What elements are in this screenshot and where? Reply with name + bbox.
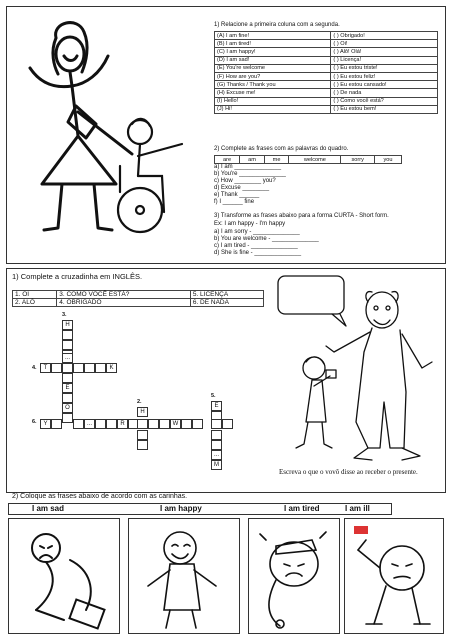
sad-figure: [10, 520, 118, 632]
match-right[interactable]: ( ) Obrigado!: [331, 32, 438, 40]
word-box-item: are: [215, 156, 240, 164]
match-right[interactable]: ( ) De nada: [331, 89, 438, 97]
crossword-cell[interactable]: [62, 373, 73, 383]
feeling-label: I am tired: [284, 504, 320, 513]
crossword-cell[interactable]: O: [62, 403, 73, 413]
match-left: (C) I am happy!: [215, 48, 331, 56]
crossword-cell[interactable]: E: [211, 401, 222, 411]
crossword-cell[interactable]: E: [62, 383, 73, 393]
crossword-cell[interactable]: [51, 363, 62, 373]
crossword-cell[interactable]: [62, 340, 73, 350]
crossword-cell[interactable]: [137, 419, 148, 429]
clue: 5. LICENÇA: [190, 291, 263, 299]
crossword-cell[interactable]: [222, 419, 233, 429]
clue-table: [12, 290, 264, 307]
sec2-title: 2) Complete as frases com as palavras do quadro.: [214, 146, 349, 152]
grandpa-illustration: [272, 272, 444, 472]
crossword-cell[interactable]: [95, 363, 106, 373]
crossword-cell[interactable]: [73, 419, 84, 429]
crossword-cell[interactable]: H: [62, 320, 73, 330]
crossword-cell[interactable]: ...: [62, 353, 73, 363]
match-left: (J) Hi!: [215, 105, 331, 113]
sec2-line[interactable]: e) Thank ______: [214, 192, 260, 198]
crossword-cell[interactable]: M: [211, 460, 222, 470]
clue: 2. ALÔ: [13, 299, 57, 307]
crossword-cell[interactable]: W: [170, 419, 181, 429]
sec2-lines: [214, 164, 286, 206]
crossword-cell[interactable]: [137, 430, 148, 440]
crossword-cell[interactable]: [62, 363, 73, 373]
match-right[interactable]: ( ) Oi!: [331, 40, 438, 48]
sec3-line[interactable]: d) She is fine - ______________: [214, 250, 302, 256]
word-box-item: you: [374, 156, 401, 164]
match-left: (I) Hello!: [215, 97, 331, 105]
crossword-cell[interactable]: [211, 419, 222, 429]
crossword-cell[interactable]: [73, 363, 84, 373]
crossword-cell[interactable]: [84, 363, 95, 373]
crossword-cell[interactable]: [211, 430, 222, 440]
feeling-label: I am ill: [345, 504, 370, 513]
match-right[interactable]: ( ) Licença!: [331, 56, 438, 64]
word-box: [214, 155, 402, 164]
mother-child-illustration: [12, 16, 197, 246]
crossword-cell[interactable]: [51, 419, 62, 429]
crossword-number: 5.: [211, 393, 216, 399]
match-row: [215, 72, 438, 80]
feeling-label: I am sad: [32, 504, 65, 513]
sec2-line[interactable]: d) Excuse ________: [214, 185, 270, 191]
crossword-number: 2.: [137, 399, 142, 405]
match-right[interactable]: ( ) Como você está?: [331, 97, 438, 105]
happy-figure: [130, 520, 238, 632]
sec2-line[interactable]: a) I am ______________: [214, 164, 282, 170]
sec3-line[interactable]: b) You are welcome - ______________: [214, 236, 319, 242]
clue: 3. COMO VOCÊ ESTÁ?: [57, 291, 191, 299]
match-left: (B) I am tired!: [215, 40, 331, 48]
match-row: [215, 81, 438, 89]
crossword-cell[interactable]: [159, 419, 170, 429]
feeling-label: I am happy: [160, 504, 202, 513]
match-left: (E) You're welcome: [215, 64, 331, 72]
match-right[interactable]: ( ) Eu estou feliz!: [331, 72, 438, 80]
crossword-cell[interactable]: ...: [211, 450, 222, 460]
match-row: [215, 56, 438, 64]
match-row: [215, 89, 438, 97]
match-row: [215, 97, 438, 105]
clue: 1. OI: [13, 291, 57, 299]
crossword-cell[interactable]: Y: [40, 419, 51, 429]
crossword-cell[interactable]: ...: [84, 419, 95, 429]
match-row: [215, 40, 438, 48]
match-left: (F) How are you?: [215, 72, 331, 80]
sec3-title: 3) Transforme as frases abaixo para a forma CURTA - Short form.: [214, 213, 389, 219]
sec3-example: Ex: I am happy - I'm happy: [214, 221, 286, 227]
ill-figure: [346, 520, 442, 632]
crossword-cell[interactable]: [95, 419, 106, 429]
crossword-cell[interactable]: [211, 440, 222, 450]
crossword-number: 6.: [32, 419, 37, 425]
speech-bubble: [278, 276, 344, 314]
match-row: [215, 48, 438, 56]
sec2-line[interactable]: b) You're ______________: [214, 171, 286, 177]
word-box-item: me: [264, 156, 289, 164]
clue: 4. OBRIGADO: [57, 299, 191, 307]
match-left: (D) I am sad!: [215, 56, 331, 64]
crossword-number: 4.: [32, 365, 37, 371]
crossword-cell[interactable]: R: [117, 419, 128, 429]
write-prompt: Escreva o que o vovô disse ao receber o presente.: [279, 468, 418, 476]
crossword-cell[interactable]: [62, 330, 73, 340]
clue: 6. DE NADA: [190, 299, 263, 307]
match-row: [215, 32, 438, 40]
match-left: (A) I am fine!: [215, 32, 331, 40]
match-right[interactable]: ( ) Alô! Olá!: [331, 48, 438, 56]
sec2-line[interactable]: c) How ________ you?: [214, 178, 276, 184]
crossword-cell[interactable]: [62, 413, 73, 423]
sec3-line[interactable]: a) I am sorry - ______________: [214, 229, 300, 235]
crossword-number: 3.: [62, 312, 67, 318]
word-box-item: welcome: [289, 156, 341, 164]
match-table: [214, 31, 438, 114]
match-right[interactable]: ( ) Eu estou cansado!: [331, 81, 438, 89]
word-box-item: sorry: [341, 156, 375, 164]
crossword-cell[interactable]: [192, 419, 203, 429]
crossword-cell[interactable]: K: [106, 363, 117, 373]
match-left: (H) Excuse me!: [215, 89, 331, 97]
sec3-lines: [214, 229, 319, 257]
crossword-cell[interactable]: [106, 419, 117, 429]
crossword-cell[interactable]: [137, 440, 148, 450]
word-box-item: am: [240, 156, 265, 164]
crossword-cell[interactable]: T: [40, 363, 51, 373]
crossword-cell[interactable]: H: [137, 407, 148, 417]
match-right[interactable]: ( ) Eu estou bem!: [331, 105, 438, 113]
sec4-title: 2) Coloque as frases abaixo de acordo com as carinhas.: [12, 493, 188, 500]
crossword-cell[interactable]: [181, 419, 192, 429]
crossword-title: 1) Complete a cruzadinha em INGLÊS.: [12, 272, 143, 281]
sec1-title: 1) Relacione a primeira coluna com a segunda.: [214, 22, 340, 28]
tired-figure: [250, 520, 338, 632]
match-right[interactable]: ( ) Eu estou triste!: [331, 64, 438, 72]
match-left: (G) Thanks / Thank you: [215, 81, 331, 89]
crossword-cell[interactable]: [62, 393, 73, 403]
sec2-line[interactable]: f) I ______ fine: [214, 199, 255, 205]
sec3-line[interactable]: c) I am tired - ______________: [214, 243, 298, 249]
match-row: [215, 64, 438, 72]
match-row: [215, 105, 438, 113]
crossword-cell[interactable]: [148, 419, 159, 429]
